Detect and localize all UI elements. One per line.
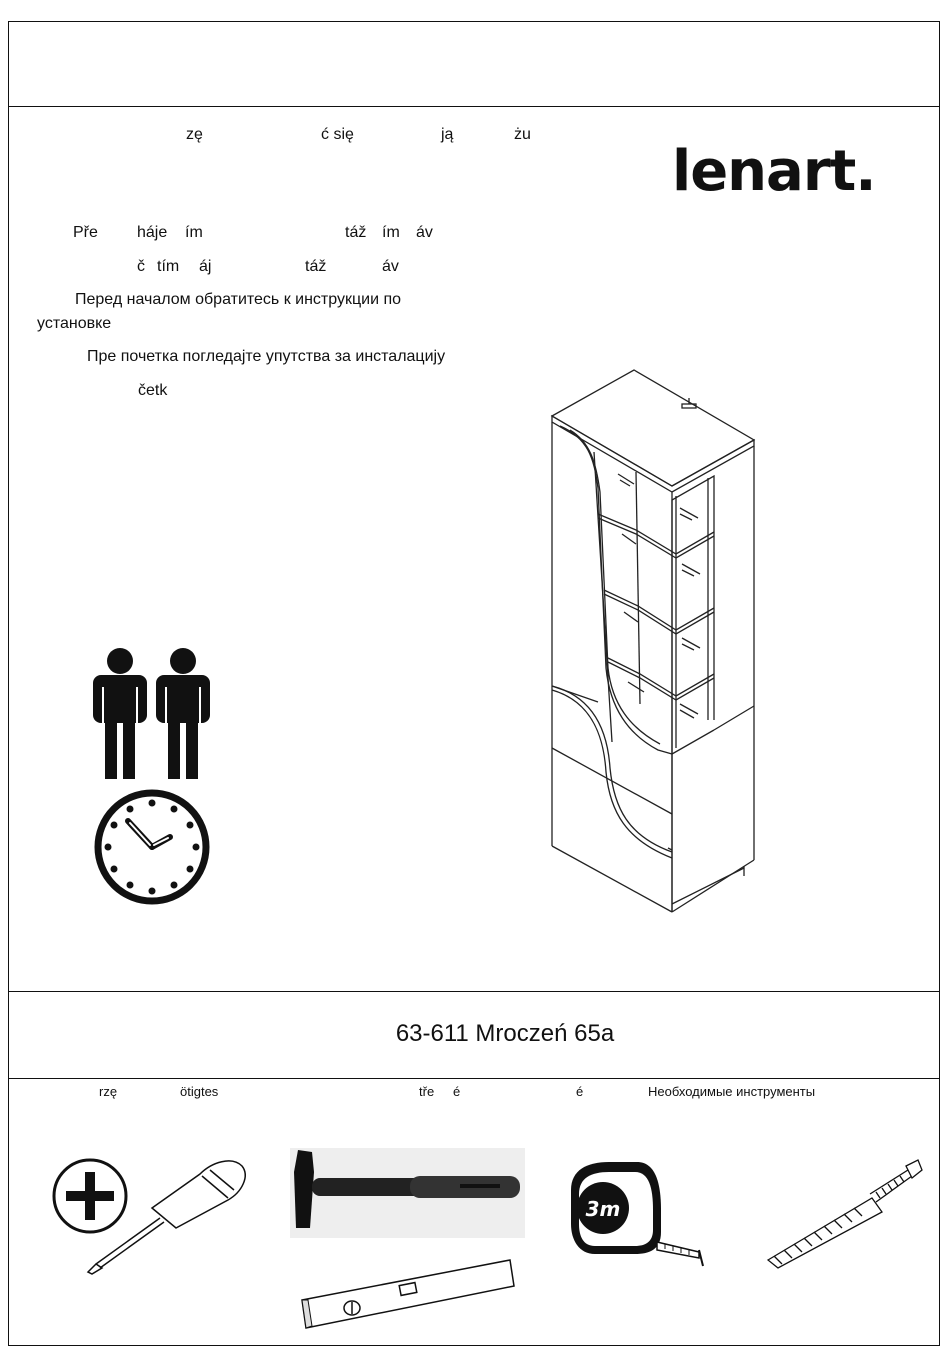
instruction-pl-4: żu	[514, 126, 531, 143]
header-divider	[8, 106, 940, 107]
tape-measure-icon	[565, 1160, 710, 1272]
tape-measure-label: 3m	[585, 1197, 621, 1221]
tools-header-de: ötigtes	[180, 1084, 219, 1099]
address-divider-bottom	[8, 1078, 940, 1079]
address: 63-611 Mroczeń 65a	[395, 1020, 615, 1047]
instruction-hr: četk	[138, 382, 168, 399]
instruction-sk-4: táž	[305, 258, 327, 275]
instruction-cs-3: ím	[185, 224, 203, 241]
brand-logo: lenart.	[672, 139, 876, 204]
instruction-sk-3: áj	[199, 258, 212, 275]
instruction-cs-4: táž	[345, 224, 367, 241]
phillips-screwdriver-icon	[52, 1156, 252, 1276]
tools-header-ru: Необходимые инструменты	[648, 1084, 816, 1099]
clock-icon	[92, 789, 212, 905]
instruction-cs-2: háje	[137, 224, 168, 241]
hammer-icon	[290, 1148, 525, 1238]
instruction-sk-1: č	[137, 258, 145, 275]
two-people-icon	[90, 647, 215, 782]
instruction-cs-6: áv	[416, 224, 433, 241]
instruction-pl-2: ć się	[321, 126, 354, 143]
tools-header-cs: tře	[419, 1084, 435, 1099]
instruction-sr: Пре почетка погледајте упутства за инсталацију	[87, 348, 446, 365]
display-cabinet-illustration	[548, 368, 758, 916]
spirit-level-icon	[298, 1256, 516, 1332]
instruction-ru-1: Перед началом обратитесь к инструкции по	[75, 291, 402, 308]
instruction-cs-1: Pře	[73, 224, 98, 241]
tools-header-pl: rzę	[99, 1084, 118, 1099]
address-divider-top	[8, 991, 940, 992]
instruction-ru-2: установке	[37, 315, 112, 332]
instruction-pl-1: zę	[186, 126, 203, 143]
instruction-sk-5: áv	[382, 258, 399, 275]
wall-plug-screw-icon	[760, 1156, 925, 1271]
instruction-sk-2: tím	[157, 258, 180, 275]
instruction-cs-5: ím	[382, 224, 400, 241]
instruction-pl-3: ją	[441, 126, 454, 143]
tools-header-sk: é	[453, 1084, 461, 1099]
tools-header-hu: é	[576, 1084, 584, 1099]
